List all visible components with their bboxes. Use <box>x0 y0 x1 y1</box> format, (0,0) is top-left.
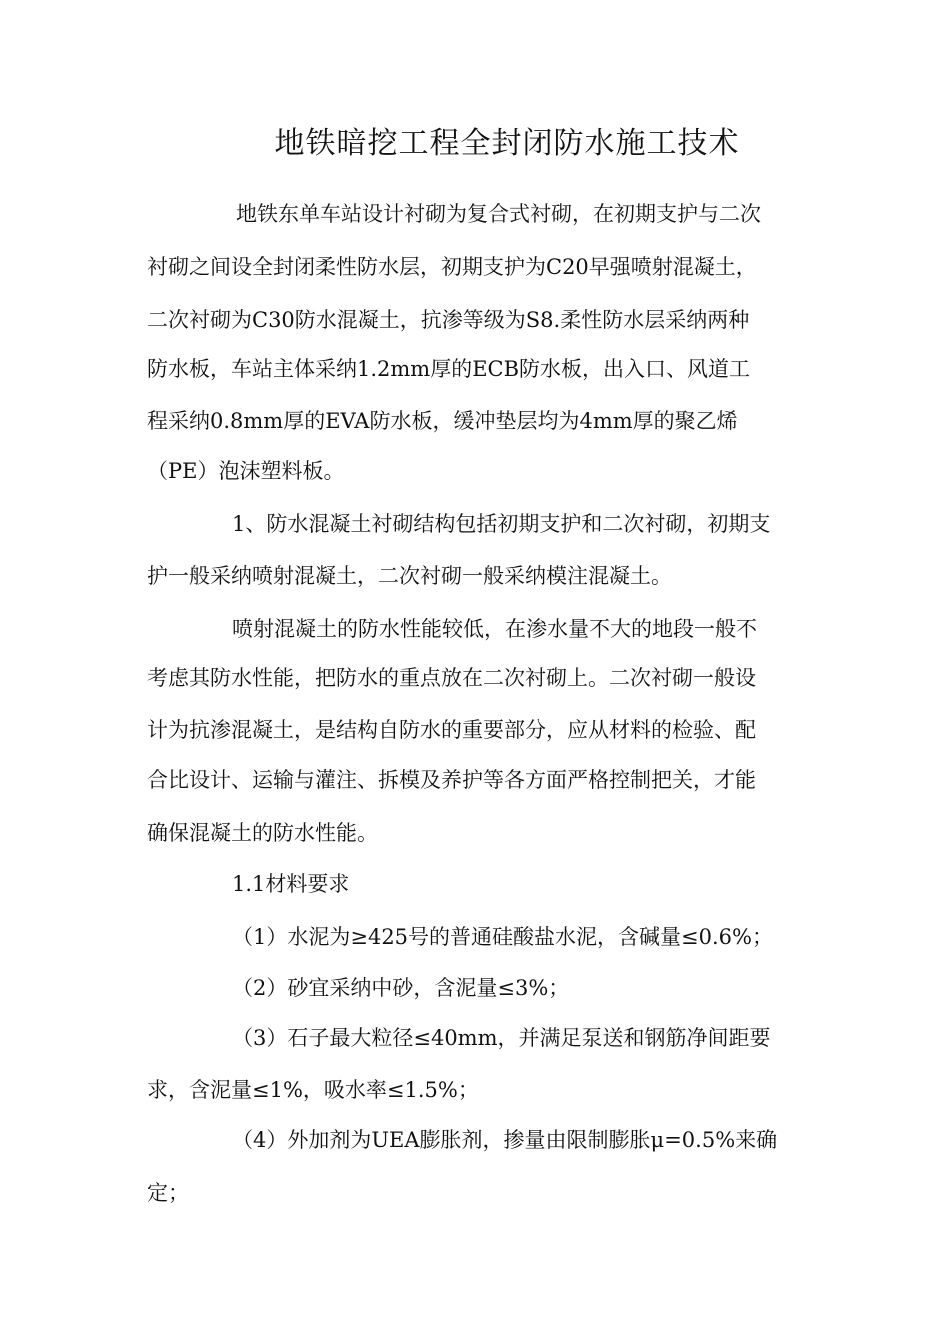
list-item-continuation: 定； <box>147 1181 189 1205</box>
list-item: （3）石子最大粒径≤40mm，并满足泵送和钢筋净间距要 <box>232 1026 771 1050</box>
list-item: （1）水泥为≥425号的普通硅酸盐水泥，含碱量≤0.6%； <box>232 925 773 949</box>
paragraph-line: 二次衬砌为C30防水混凝土，抗渗等级为S8.柔性防水层采纳两种 <box>147 308 750 332</box>
paragraph-line: 护一般采纳喷射混凝土，二次衬砌一般采纳模注混凝土。 <box>147 564 672 588</box>
paragraph-line: 喷射混凝土的防水性能较低，在渗水量不大的地段一般不 <box>232 617 757 641</box>
paragraph-line: 合比设计、运输与灌注、拆模及养护等各方面严格控制把关，才能 <box>147 768 756 792</box>
list-item-continuation: 求，含泥量≤1%，吸水率≤1.5%； <box>147 1078 479 1102</box>
paragraph-line: 衬砌之间设全封闭柔性防水层，初期支护为C20早强喷射混凝土， <box>147 255 757 279</box>
paragraph-line: 1、防水混凝土衬砌结构包括初期支护和二次衬砌，初期支 <box>232 512 771 536</box>
document-title: 地铁暗挖工程全封闭防水施工技术 <box>274 126 740 161</box>
list-item: （2）砂宜采纳中砂，含泥量≤3%； <box>232 976 570 1000</box>
paragraph-line: 程采纳0.8mm厚的EVA防水板，缓冲垫层均为4mm厚的聚乙烯 <box>147 409 738 433</box>
paragraph-line: 计为抗渗混凝土，是结构自防水的重要部分，应从材料的检验、配 <box>147 718 756 742</box>
paragraph-line: 考虑其防水性能，把防水的重点放在二次衬砌上。二次衬砌一般设 <box>147 666 756 690</box>
paragraph-line: 确保混凝土的防水性能。 <box>147 821 378 845</box>
paragraph-line: 防水板，车站主体采纳1.2mm厚的ECB防水板，出入口、风道工 <box>147 357 751 381</box>
paragraph-line: 地铁东单车站设计衬砌为复合式衬砌，在初期支护与二次 <box>236 202 761 226</box>
list-item: （4）外加剂为UEA膨胀剂，掺量由限制膨胀μ=0.5%来确 <box>232 1128 778 1152</box>
section-heading: 1.1材料要求 <box>232 872 350 896</box>
paragraph-line: （PE）泡沫塑料板。 <box>147 459 345 483</box>
